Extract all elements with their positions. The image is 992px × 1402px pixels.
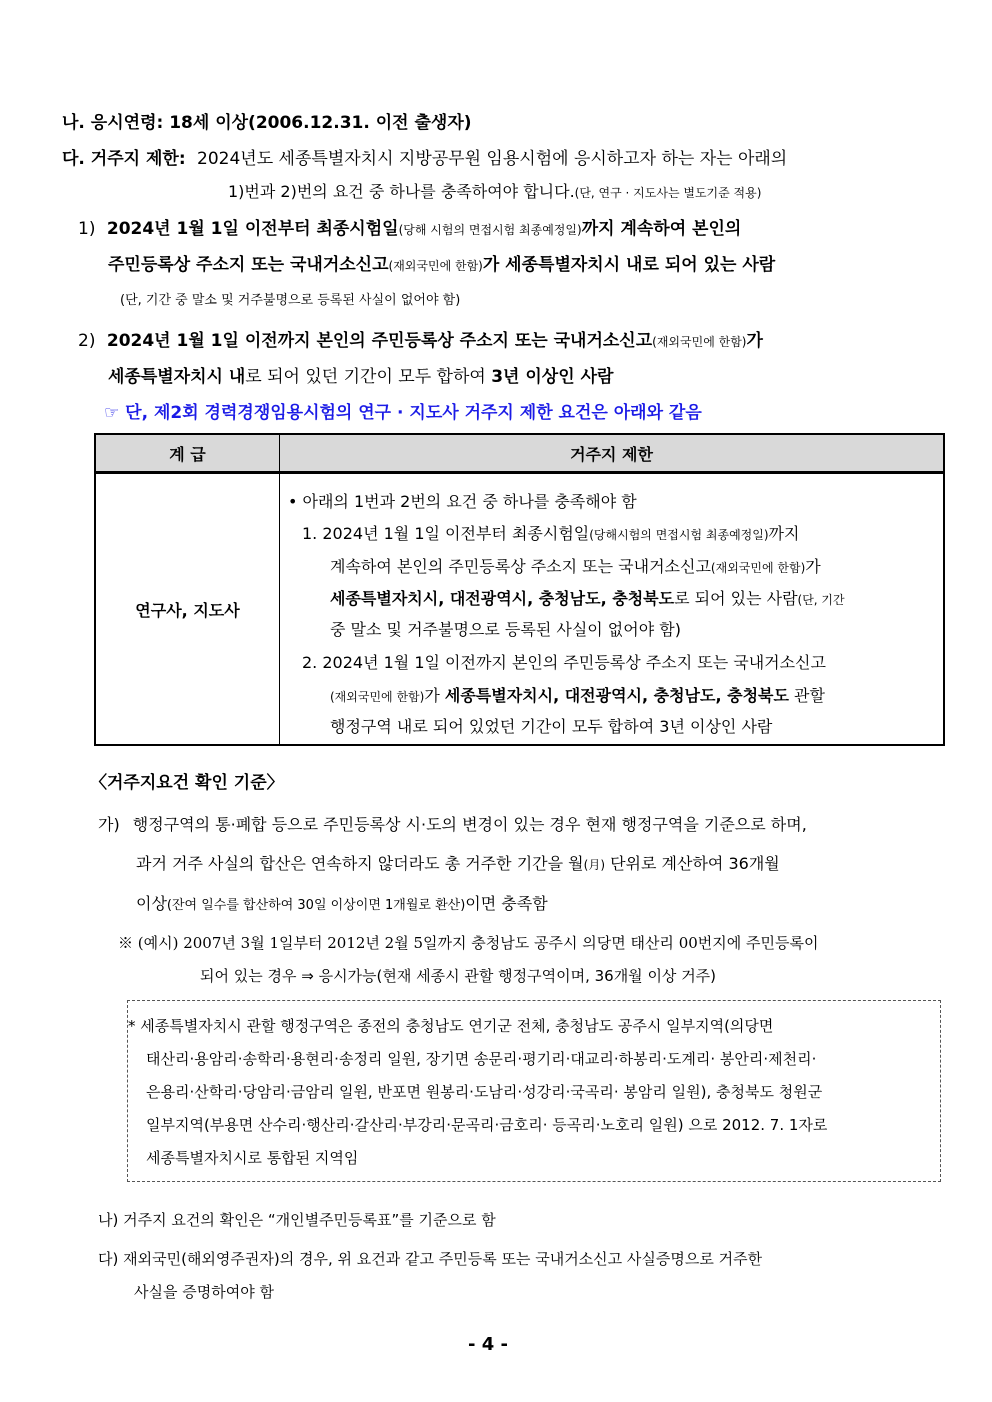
item2-text-a: 2024년 1월 1일 이전까지 본인의 주민등록상 주소지 또는 국내거소신고 bbox=[106, 331, 653, 351]
residence-requirement-table bbox=[94, 433, 945, 746]
criteria-ga-text2b: 단위로 계산하여 36개월 bbox=[605, 854, 780, 873]
limit-r2-regions: 세종특별자치시, 대전광역시, 충청남도, 충청북도 bbox=[444, 686, 789, 705]
criteria-ga-line1 bbox=[98, 812, 807, 835]
region-note-line5: 세종특별자치시로 통합된 지역임 bbox=[146, 1149, 359, 1167]
table-header-limit: 거주지 제한 bbox=[280, 434, 945, 473]
item1-text-a: 2024년 1월 1일 이전부터 최종시험일 bbox=[106, 219, 399, 239]
limit-bullet: • 아래의 1번과 2번의 요건 중 하나를 충족해야 함 bbox=[288, 492, 637, 511]
criteria-da-line1: 다) 재외국민(해외영주권자)의 경우, 위 요건과 같고 주민등록 또는 국내거소신고 사실증명으로 거주한 bbox=[98, 1250, 763, 1268]
item1-small-b: (재외국민에 한함) bbox=[388, 259, 483, 273]
limit-r2-b-small: (재외국민에 한함) bbox=[330, 690, 425, 704]
residence-intro-note: (단, 연구 · 지도사는 별도기준 적용) bbox=[574, 186, 762, 200]
criteria-ga-number: 가) bbox=[98, 815, 120, 834]
table-row bbox=[95, 473, 944, 746]
limit-r2-line2 bbox=[330, 683, 825, 706]
table-header-row bbox=[95, 434, 944, 473]
criteria-ga-small3: (잔여 일수를 합산하여 30일 이상이면 1개월로 환산) bbox=[166, 898, 466, 913]
item2-small-a: (재외국민에 한함) bbox=[652, 335, 747, 349]
limit-r1-a-end: 까지 bbox=[768, 524, 800, 543]
criteria-ga-line3 bbox=[136, 891, 548, 914]
item1-text-b: 주민등록상 주소지 또는 국내거소신고 bbox=[108, 255, 389, 275]
residence-item1-note: (단, 기간 중 말소 및 거주불명으로 등록된 사실이 없어야 함) bbox=[120, 293, 461, 308]
criteria-ga-text3b: 이면 충족함 bbox=[465, 894, 548, 913]
limit-r2-b-end: 관할 bbox=[788, 686, 825, 705]
limit-r1-line1 bbox=[302, 521, 799, 544]
criteria-na: 나) 거주지 요건의 확인은 “개인별주민등록표”를 기준으로 함 bbox=[98, 1211, 496, 1229]
residence-item1-line2 bbox=[108, 250, 775, 275]
region-note-line4: 일부지역(부용면 산수리·행산리·갈산리·부강리·문곡리·금호리· 등곡리·노호리 일원) 으로 2012. 7. 1자로 bbox=[146, 1116, 828, 1134]
item2-text-mid: 로 되어 있던 기간이 모두 합하여 bbox=[245, 367, 492, 387]
criteria-ga-small2: (月) bbox=[583, 858, 606, 872]
residence-item2-line1 bbox=[78, 326, 763, 351]
criteria-ga-text3a: 이상 bbox=[136, 894, 167, 913]
grade-cell: 연구사, 지도사 bbox=[95, 473, 280, 746]
item1-number: 1) bbox=[78, 219, 96, 239]
residence-item1-line1 bbox=[78, 214, 741, 239]
criteria-heading: 〈거주지요건 확인 기준〉 bbox=[90, 773, 284, 793]
research-guide-note: ☞ 단, 제2회 경력경쟁임용시험의 연구 · 지도사 거주지 제한 요건은 아래와 같음 bbox=[104, 403, 702, 423]
region-note-line3: 은용리·산학리·당암리·금암리 일원, 반포면 원봉리·도남리·성강리·국곡리· 봉암리 일원), 충청북도 청원군 bbox=[146, 1083, 823, 1101]
residence-intro-text: 2024년도 세종특별자치시 지방공무원 임용시험에 응시하고자 하는 자는 아래의 bbox=[197, 149, 788, 169]
item2-text-a-end: 가 bbox=[746, 331, 763, 351]
residence-item2-line2 bbox=[108, 362, 613, 387]
limit-r1-line2 bbox=[330, 554, 821, 577]
item1-text-b-end: 가 세종특별자치시 내로 되어 있는 사람 bbox=[482, 255, 776, 275]
limit-r1-b-end: 가 bbox=[805, 557, 821, 576]
limit-cell bbox=[280, 473, 945, 746]
example-line2: 되어 있는 경우 ⇒ 응시가능(현재 세종시 관할 행정구역이며, 36개월 이상 거주) bbox=[200, 967, 717, 985]
age-requirement: 나. 응시연령: 18세 이상(2006.12.31. 이전 출생자) bbox=[62, 113, 472, 133]
limit-r1-a-small: (당해시험의 면접시험 최종예정일) bbox=[589, 528, 769, 542]
item2-bold-3years: 3년 이상인 사람 bbox=[491, 367, 614, 387]
limit-r1-line4: 중 말소 및 거주불명으로 등록된 사실이 없어야 함) bbox=[330, 620, 681, 639]
criteria-ga-line2 bbox=[136, 851, 780, 874]
limit-r1-c-small: (단, 기간 bbox=[797, 593, 845, 607]
example-line1: ※ (예시) 2007년 3월 1일부터 2012년 2월 5일까지 충청남도 공주시 의당면 태산리 00번지에 주민등록이 bbox=[118, 934, 819, 952]
criteria-da-line2: 사실을 증명하여야 함 bbox=[134, 1283, 274, 1301]
residence-label: 다. 거주지 제한: bbox=[62, 149, 186, 169]
item2-number: 2) bbox=[78, 331, 96, 351]
limit-r1-b-small: (재외국민에 한함) bbox=[710, 561, 806, 575]
item1-small-a: (당해 시험의 면접시험 최종예정일) bbox=[398, 223, 582, 237]
region-note-line2: 태산리·용암리·송학리·용현리·송정리 일원, 장기면 송문리·평기리·대교리·하봉리·도계리· 봉안리·제천리· bbox=[146, 1050, 817, 1068]
limit-r1-a: 1. 2024년 1월 1일 이전부터 최종시험일 bbox=[302, 524, 590, 543]
limit-r2-b-mid: 가 bbox=[424, 686, 445, 705]
region-note-line1: * 세종특별자치시 관할 행정구역은 종전의 충청남도 연기군 전체, 충청남도 공주시 일부지역(의당면 bbox=[128, 1017, 774, 1035]
residence-intro-line1 bbox=[62, 144, 787, 169]
criteria-ga-text1: 행정구역의 통·폐합 등으로 주민등록상 시·도의 변경이 있는 경우 현재 행정구역을 기준으로 하며, bbox=[132, 815, 807, 834]
residence-intro-line2 bbox=[228, 179, 761, 202]
limit-r2-line1: 2. 2024년 1월 1일 이전까지 본인의 주민등록상 주소지 또는 국내거소신고 bbox=[302, 653, 826, 672]
limit-r1-regions: 세종특별자치시, 대전광역시, 충청남도, 충청북도 bbox=[330, 589, 675, 608]
page-number: - 4 - bbox=[468, 1334, 508, 1355]
criteria-ga-text2a: 과거 거주 사실의 합산은 연속하지 않더라도 총 거주한 기간을 월 bbox=[136, 854, 584, 873]
table-header-grade: 계 급 bbox=[95, 434, 280, 473]
item1-text-a-end: 까지 계속하여 본인의 bbox=[581, 219, 742, 239]
limit-r1-line3 bbox=[330, 586, 845, 609]
limit-r2-line3: 행정구역 내로 되어 있었던 기간이 모두 합하여 3년 이상인 사람 bbox=[330, 717, 773, 736]
limit-r1-c-mid: 로 되어 있는 사람 bbox=[674, 589, 798, 608]
residence-intro-text2: 1)번과 2)번의 요건 중 하나를 충족하여야 합니다. bbox=[228, 182, 575, 201]
limit-r1-b: 계속하여 본인의 주민등록상 주소지 또는 국내거소신고 bbox=[330, 557, 711, 576]
item2-bold-sejong: 세종특별자치시 내 bbox=[108, 367, 246, 387]
